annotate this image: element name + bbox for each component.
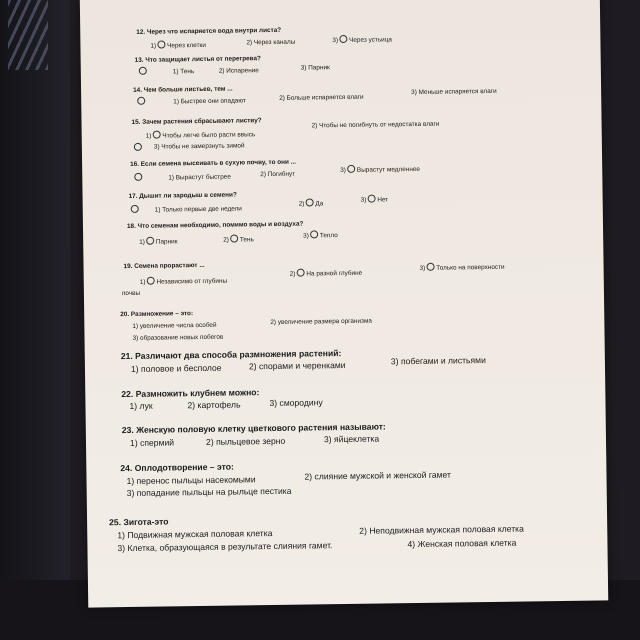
option-2: 2) слияние мужской и женской гамет — [304, 469, 451, 482]
option-1: 1) перенос пыльцы насекомыми — [126, 474, 256, 487]
question-21 — [85, 344, 605, 374]
option-3: 3) Парник — [300, 64, 330, 72]
option-3: 3) Через устьица — [332, 36, 392, 45]
option-3: 3) Тепло — [303, 232, 338, 240]
option-3: 3) яйцеклетка — [323, 433, 380, 445]
desk-pattern — [8, 0, 48, 70]
option-1: 1) Только первые две недели — [154, 205, 242, 214]
option-2: 2) Испарение — [218, 67, 259, 75]
radio-button-icon[interactable] — [157, 40, 165, 48]
radio-button-icon[interactable] — [134, 143, 142, 151]
option-1: 1) увеличение числа особей — [132, 321, 217, 330]
option-2: 2) увеличение размера организма — [270, 317, 372, 327]
radio-button-icon[interactable] — [347, 165, 355, 173]
question-title: 21. Различают два способа размножения растений: — [120, 348, 342, 362]
question-15 — [81, 112, 601, 151]
radio-button-icon[interactable] — [296, 269, 304, 277]
option-1: 1) Чтобы легче было расти ввысь — [145, 131, 256, 140]
option-2: 2) картофель — [187, 399, 241, 411]
radio-button-icon[interactable] — [230, 234, 238, 242]
option-3: 3) смородину — [269, 397, 323, 409]
question-title: 25. Зигота-это — [109, 516, 169, 528]
question-19 — [83, 256, 603, 298]
radio-button-icon[interactable] — [310, 230, 318, 238]
radio-button-icon[interactable] — [134, 173, 142, 181]
question-title: 14. Чем больше листьев, тем ... — [133, 85, 233, 94]
question-23 — [86, 418, 606, 449]
radio-button-icon[interactable] — [339, 35, 347, 43]
option-2: 2) пыльцевое зерно — [205, 435, 286, 447]
option-1: 1) Быстрее они опадают — [173, 97, 246, 106]
option-1: 1) Вырастут быстрее — [168, 173, 231, 182]
question-title: 23. Женскую половую клетку цветкового растения называют: — [121, 421, 386, 436]
option-3: 3) Чтобы не замерзнуть зимой — [153, 142, 245, 151]
question-title: 20. Размножение – это: — [120, 310, 194, 319]
question-22 — [85, 382, 605, 412]
option-3: 3) Клетка, образующаяся в результате слияния гамет. — [117, 540, 333, 554]
option-2: 2) спорами и черенками — [248, 359, 346, 372]
question-title: 18. Что семенам необходимо, помимо воды и воздуха? — [126, 220, 304, 231]
question-14 — [81, 80, 601, 106]
option-3: 3) Нет — [360, 196, 389, 204]
option-2: 2) Чтобы не погибнуть от недостатка влаги — [311, 120, 440, 130]
option-3: 3) Вырастут медленнее — [340, 165, 420, 175]
question-title: 17. Дышит ли зародыш в семени? — [128, 191, 237, 200]
option-1: 1) Независимо от глубины — [139, 277, 228, 286]
radio-button-icon[interactable] — [305, 198, 313, 206]
option-2: 2) Тень — [223, 236, 254, 244]
option-3: 3) образование новых побегов — [132, 333, 224, 342]
radio-button-icon[interactable] — [367, 195, 375, 203]
radio-button-icon[interactable] — [146, 237, 154, 245]
option-4: 4) Женская половая клетка — [407, 537, 517, 550]
option-1: 1) Подвижная мужская половая клетка — [117, 528, 273, 541]
question-13 — [81, 50, 601, 76]
option-2: 2) Да — [298, 200, 324, 208]
question-24 — [86, 456, 606, 499]
question-16 — [82, 154, 602, 182]
option-1: 1) Тень — [172, 68, 195, 76]
worksheet-page — [80, 0, 608, 608]
option-1: 1) Через клетки — [150, 41, 206, 50]
radio-button-icon[interactable] — [139, 67, 147, 75]
radio-button-icon[interactable] — [131, 205, 139, 213]
option-2: 2) Через каналы — [246, 38, 296, 47]
option-2: 2) Погибнут — [260, 170, 296, 179]
radio-button-icon[interactable] — [152, 131, 160, 139]
option-3: 3) Только на поверхности — [419, 263, 505, 272]
option-2: 2) На разной глубине — [289, 269, 363, 278]
question-18 — [83, 216, 603, 246]
option-1: 1) половое и бесполое — [130, 362, 222, 374]
option-3: 3) побегами и листьями — [390, 355, 486, 367]
option-3: 3) Меньше испаряется влаги — [411, 87, 497, 97]
question-title: 22. Размножить клубнем можно: — [121, 387, 260, 400]
question-17 — [83, 186, 603, 214]
radio-button-icon[interactable] — [426, 263, 434, 271]
option-1: 1) лук — [129, 400, 153, 412]
question-title: 16. Если семена высеивать в сухую почву, то они ... — [130, 158, 297, 168]
option-1: 1) спермий — [129, 437, 175, 449]
option-2: 2) Неподвижная мужская половая клетка — [359, 523, 524, 536]
question-title: 24. Оплодотворение – это: — [120, 461, 234, 474]
option-3: 3) попадание пыльцы на рыльце пестика — [126, 485, 292, 499]
question-title: 13. Что защищает листья от перегрева? — [134, 55, 261, 64]
question-25 — [87, 510, 607, 554]
question-12 — [80, 22, 600, 50]
radio-button-icon[interactable] — [146, 277, 154, 285]
option-1: 1) Парник — [139, 238, 178, 246]
question-title: 19. Семена прорастают ... — [123, 261, 205, 271]
option-1-continued: почвы — [121, 289, 141, 298]
question-title: 15. Зачем растения сбрасывают листву? — [131, 117, 262, 126]
option-2: 2) Больше испаряется влаги — [279, 93, 364, 102]
desk-background — [0, 0, 70, 640]
radio-button-icon[interactable] — [137, 97, 145, 105]
question-20 — [84, 304, 604, 342]
question-title: 12. Через что испаряется вода внутри листа? — [136, 26, 282, 36]
